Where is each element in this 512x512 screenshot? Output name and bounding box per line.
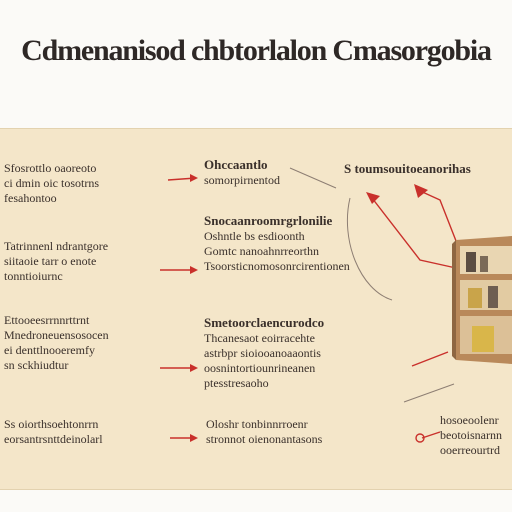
left-block-3 bbox=[4, 313, 109, 373]
left-block-3-line-2: Mnedroneuensosocen bbox=[4, 328, 109, 342]
cabinet-illustration-icon bbox=[452, 236, 512, 364]
middle-block-1 bbox=[204, 157, 280, 188]
left-block-2 bbox=[4, 239, 108, 284]
left-block-3-line-1: Ettooeesrrnnrttrnt bbox=[4, 313, 90, 327]
middle-block-3-line-4: ptesstresaoho bbox=[204, 376, 269, 390]
middle-block-4-line-1: Oloshr tonbinnrroenr bbox=[206, 417, 308, 431]
left-block-1-line-3: fesahontoo bbox=[4, 191, 57, 205]
middle-block-4 bbox=[206, 417, 322, 447]
right-block-2-line-1: hosoeoolenr bbox=[440, 413, 499, 427]
left-block-1-line-1: Sfosrottlo oaoreoto bbox=[4, 161, 97, 175]
left-block-2-line-3: tonntioiurnc bbox=[4, 269, 63, 283]
diagram-title: Cdmenanisod chbtorlalon Cmasorgobia bbox=[21, 34, 491, 67]
middle-block-2-line-3: Tsoorsticnomosonrcirentionen bbox=[204, 259, 350, 273]
left-block-4-line-2: eorsantrsnttdeinolarl bbox=[4, 432, 103, 446]
left-block-4-line-1: Ss oiorthsoehtonrrn bbox=[4, 417, 99, 431]
left-block-1-line-2: ci dmin oic tosotrns bbox=[4, 176, 99, 190]
middle-block-2-heading: Snocaanroomrgrlonilie bbox=[204, 213, 333, 228]
right-block-1-heading: S toumsouitoeanorihas bbox=[344, 161, 471, 176]
right-block-2 bbox=[440, 413, 502, 458]
right-block-1 bbox=[344, 161, 471, 177]
left-block-3-line-4: sn sckhiudtur bbox=[4, 358, 69, 372]
middle-block-3 bbox=[204, 315, 324, 391]
diagram-panel bbox=[0, 128, 512, 490]
middle-block-2 bbox=[204, 213, 350, 274]
middle-block-2-line-2: Gomtc nanoahnrreorthn bbox=[204, 244, 319, 258]
middle-block-3-line-2: astrbpr sioiooanoaaontis bbox=[204, 346, 321, 360]
right-block-2-line-2: beotoisnarnn bbox=[440, 428, 502, 442]
left-block-2-line-1: Tatrinnenl ndrantgore bbox=[4, 239, 109, 253]
middle-block-3-line-1: Thcanesaot eoirracehte bbox=[204, 331, 315, 345]
middle-block-4-line-2: stronnot oienonantasons bbox=[206, 432, 323, 446]
left-block-1 bbox=[4, 161, 99, 206]
right-block-2-line-3: ooerreourtrd bbox=[440, 443, 500, 457]
left-block-2-line-2: siitaoie tarr o enote bbox=[4, 254, 97, 268]
middle-block-1-heading: Ohccaantlo bbox=[204, 157, 268, 172]
left-block-3-line-3: ei denttlnooeremfy bbox=[4, 343, 95, 357]
middle-block-3-heading: Smetoorclaencurodco bbox=[204, 315, 325, 330]
left-block-4 bbox=[4, 417, 103, 447]
middle-block-2-line-1: Oshntle bs esdioonth bbox=[204, 229, 305, 243]
middle-block-1-line-1: somorpirnentod bbox=[204, 173, 280, 187]
middle-block-3-line-3: oosnintortiounrineanen bbox=[204, 361, 316, 375]
